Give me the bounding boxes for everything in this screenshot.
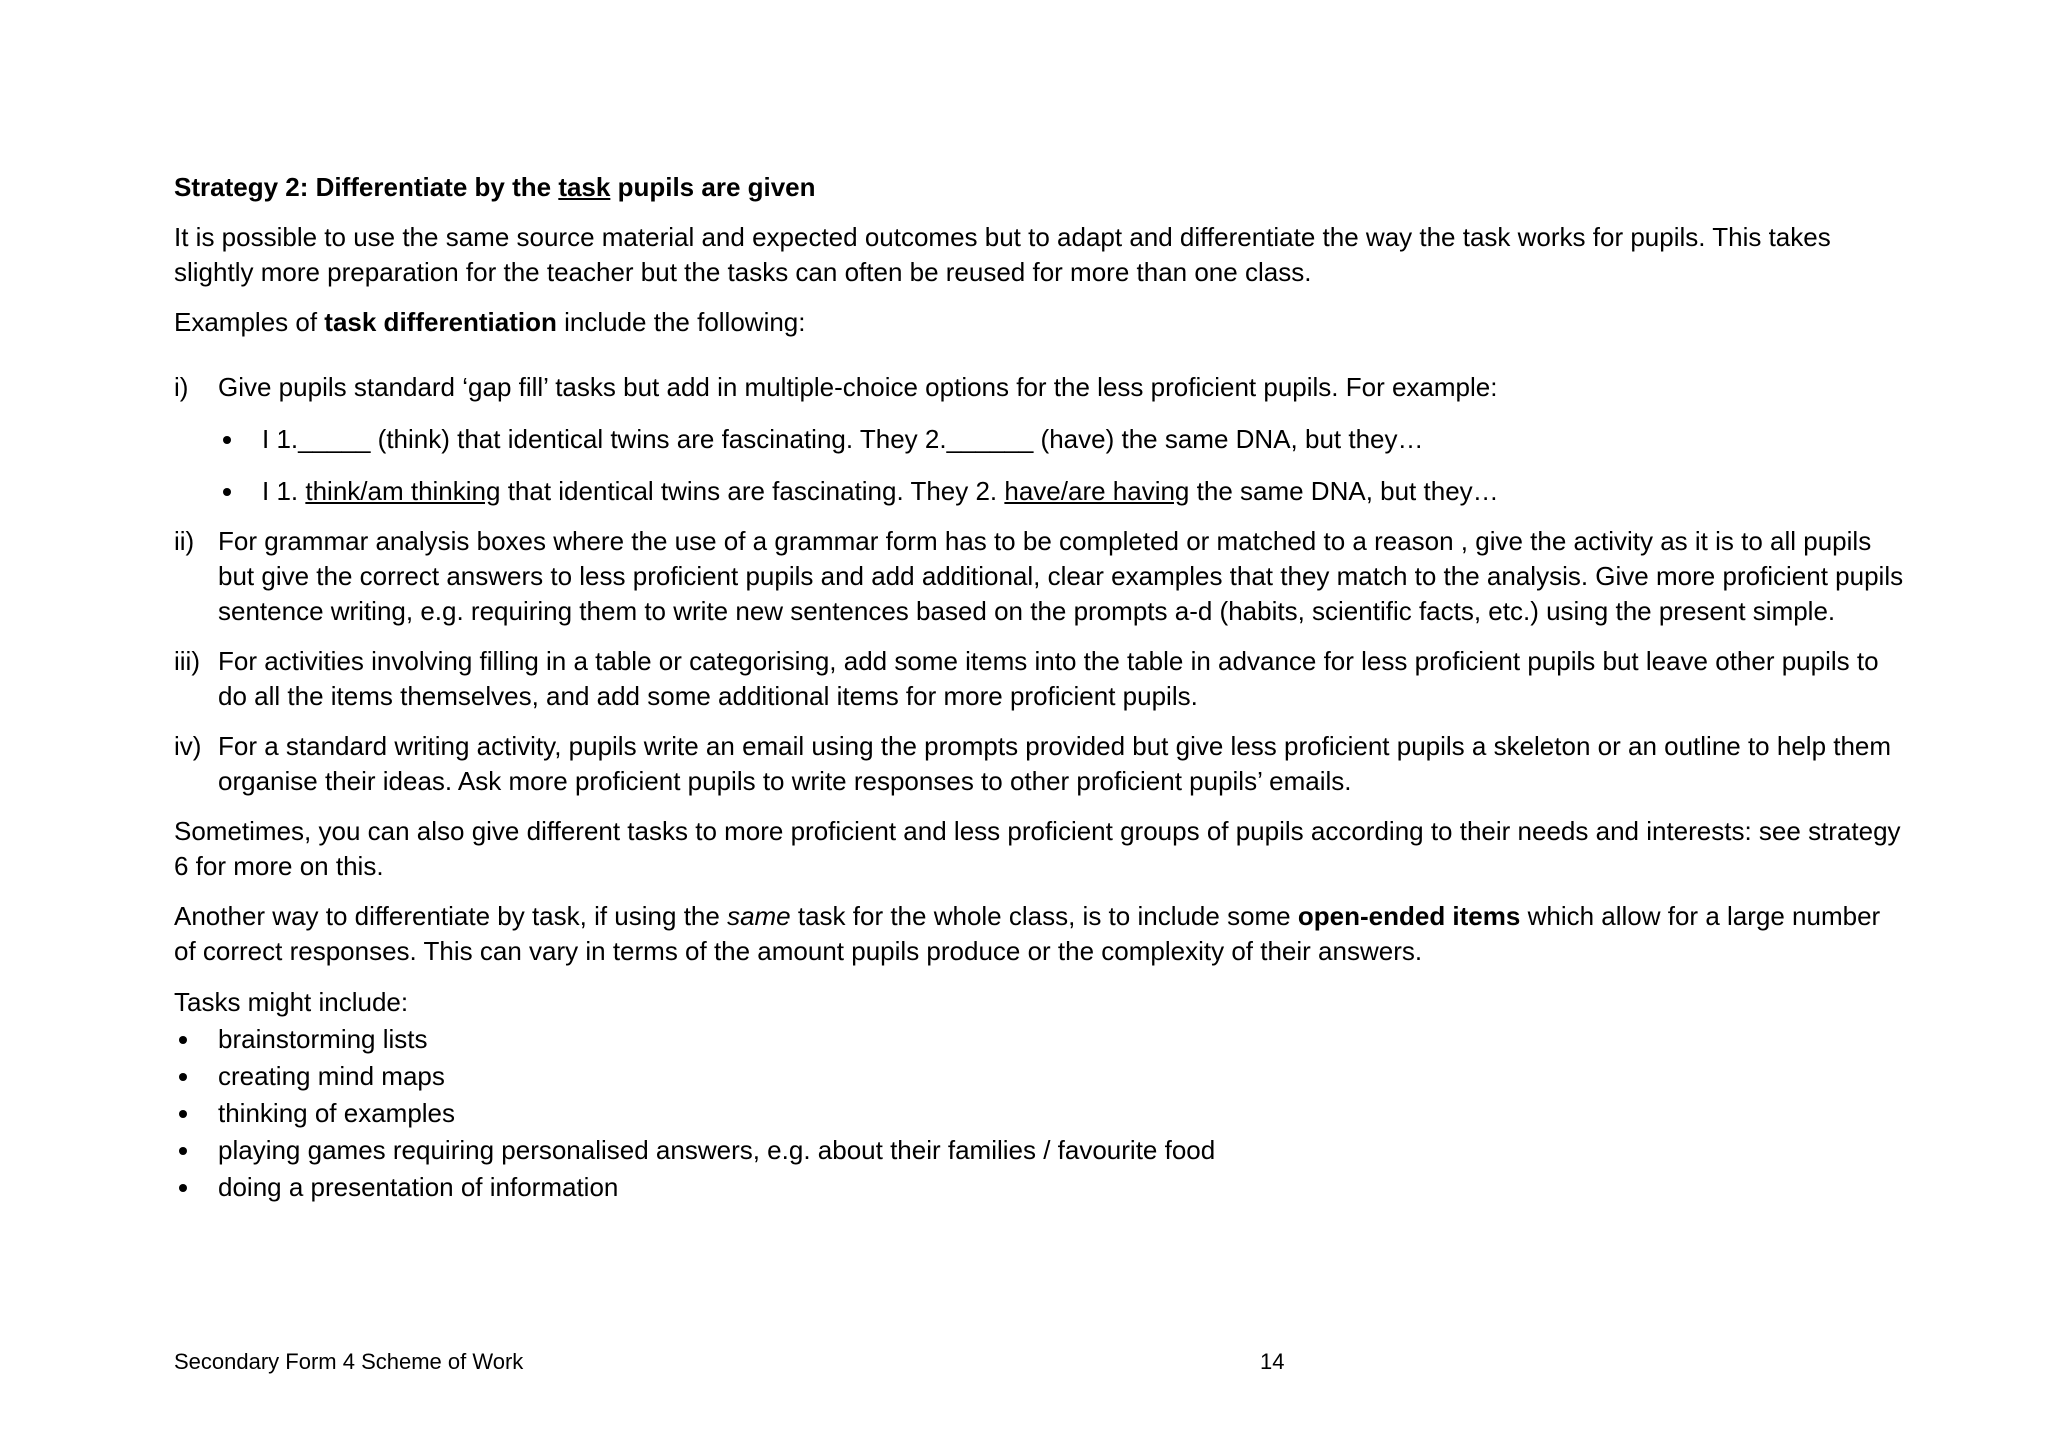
list-marker: i)	[174, 372, 189, 402]
mc-part-3: the same DNA, but they…	[1189, 476, 1499, 506]
examples-prefix: Examples of	[174, 307, 325, 337]
document-page	[174, 170, 1904, 1206]
list-marker: iv)	[174, 731, 202, 761]
gap-fill-examples	[218, 422, 1904, 509]
section-heading	[174, 170, 1904, 205]
footer-document-title: Secondary Form 4 Scheme of Work	[174, 1349, 524, 1374]
heading-prefix: Strategy 2: Differentiate by the	[174, 172, 559, 202]
list-item-ii	[174, 524, 1904, 629]
task-text: thinking of examples	[218, 1098, 456, 1128]
examples-suffix: include the following:	[556, 307, 806, 337]
footer-page-number: 14	[1260, 1349, 1285, 1374]
open-ended-part-2: task for the whole class, is to include some	[790, 901, 1298, 931]
list-marker: iii)	[174, 646, 200, 676]
open-ended-part-3: which allow for a large number of correct responses. This can vary in terms of the amount pupils produce or the complexity of their answers.	[174, 901, 1881, 966]
tasks-intro: Tasks might include:	[174, 987, 409, 1017]
gap-fill-example-text: I 1._____ (think) that identical twins are fascinating. They 2.______ (have) the same DNA, but they…	[262, 424, 1424, 454]
task-list-item	[174, 1021, 1904, 1058]
open-ended-part-1: Another way to differentiate by task, if using the	[174, 901, 728, 931]
task-text: doing a presentation of information	[218, 1172, 619, 1202]
gap-fill-example	[218, 422, 1904, 457]
examples-bold: task differentiation	[324, 307, 557, 337]
list-item-text: For activities involving filling in a table or categorising, add some items into the table in advance for less proficient pupils but leave other pupils to do all the items themselves, and add some additional items for more proficient pupils.	[218, 646, 1879, 711]
mc-option-1: think/am thinking	[305, 476, 501, 506]
open-ended-italic: same	[727, 901, 791, 931]
sometimes-paragraph: Sometimes, you can also give different tasks to more proficient and less proficient groups of pupils according to their needs and interests: see strategy 6 for more on this.	[174, 816, 1901, 881]
task-list-item	[174, 1132, 1904, 1169]
list-item-iv	[174, 729, 1904, 799]
mc-part-1: I 1.	[262, 476, 306, 506]
task-list-item	[174, 1095, 1904, 1132]
multiple-choice-example	[218, 474, 1904, 509]
task-text: playing games requiring personalised answers, e.g. about their families / favourite food	[218, 1135, 1216, 1165]
mc-option-2: have/are having	[1004, 476, 1190, 506]
example-list	[174, 370, 1904, 799]
task-text: creating mind maps	[218, 1061, 445, 1091]
list-marker: ii)	[174, 526, 195, 556]
mc-part-2: that identical twins are fascinating. They 2.	[500, 476, 1005, 506]
open-ended-bold: open-ended items	[1297, 901, 1521, 931]
list-item-i	[174, 370, 1904, 509]
list-item-text: For a standard writing activity, pupils write an email using the prompts provided but give less proficient pupils a skeleton or an outline to help them organise their ideas. Ask more proficient pupils to write responses to other proficient pupils’ emails.	[218, 731, 1892, 796]
list-item-iii	[174, 644, 1904, 714]
open-ended-paragraph	[174, 899, 1904, 969]
task-list-item	[174, 1058, 1904, 1095]
examples-line	[174, 305, 1904, 340]
task-list-item	[174, 1169, 1904, 1206]
tasks-list	[174, 1021, 1904, 1206]
intro-paragraph: It is possible to use the same source material and expected outcomes but to adapt and differentiate the way the task works for pupils. This takes slightly more preparation for the teacher but the tasks can often be reused for more than one class.	[174, 222, 1831, 287]
heading-suffix: pupils are given	[610, 172, 816, 202]
task-text: brainstorming lists	[218, 1024, 428, 1054]
list-item-text: For grammar analysis boxes where the use of a grammar form has to be completed or matched to a reason , give the activity as it is to all pupils but give the correct answers to less proficient pupils and add additional, clear examples that they match to the analysis. Give more proficient pupils sentence writing, e.g. requiring them to write new sentences based on the prompts a-d (habits, scientific facts, etc.) using the present simple.	[218, 526, 1904, 626]
list-item-text: Give pupils standard ‘gap fill’ tasks but add in multiple-choice options for the less proficient pupils. For example:	[218, 372, 1498, 402]
heading-underlined-word: task	[558, 172, 611, 202]
